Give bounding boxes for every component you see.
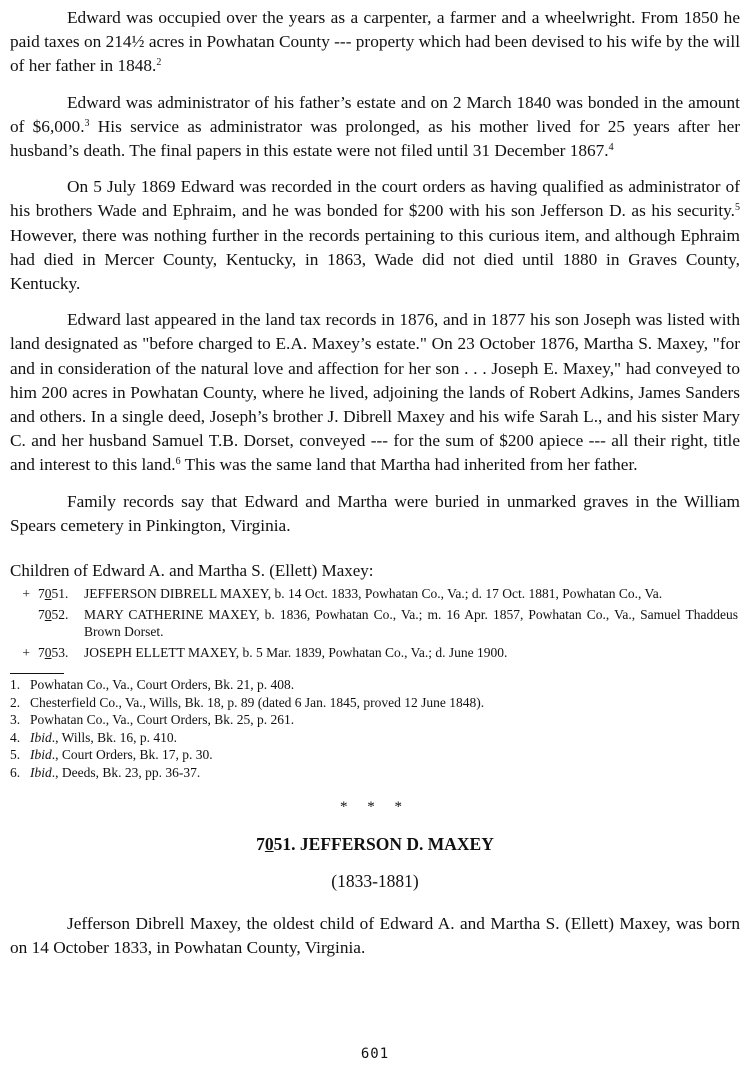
paragraph-burial [10, 490, 740, 538]
child-text: JEFFERSON DIBRELL MAXEY, b. 14 Oct. 1833, Powhatan Co., Va.; d. 17 Oct. 1881, Powhatan Co., Va. [84, 586, 663, 602]
paragraph-text: Edward was administrator of his father’s estate and on 2 March 1840 was bonded in the amount of $6,000. [10, 92, 740, 136]
paragraph-land-tax [10, 308, 740, 477]
paragraph-birth: Jefferson Dibrell Maxey, the oldest child of Edward A. and Martha S. (Ellett) Maxey, was born on 14 October 1833, in Powhatan County, Virginia. [10, 914, 740, 958]
descendant-marker: + [22, 586, 30, 602]
paragraph-text: Edward was occupied over the years as a carpenter, a farmer and a wheelwright. From 1850 he paid taxes on 214½ acres in Powhatan County --- property which had been devised to his wife by the will of her father in 1848. [10, 8, 740, 76]
children-heading: Children of Edward A. and Martha S. (Ellett) Maxey: [10, 561, 374, 581]
footnote: 2. Chesterfield Co., Va., Wills, Bk. 18, p. 89 (dated 6 Jan. 1845, proved 12 June 1848). [10, 694, 485, 710]
section-separator: * * * [340, 799, 410, 816]
footnote-ref[interactable]: 6 [175, 456, 181, 468]
child-number: 7053. [38, 645, 69, 661]
paragraph-text: On 5 July 1869 Edward was recorded in the court orders as having qualified as administrator of his brothers Wade and Ephraim, and he was bonded for $200 with his son Jefferson D. as his security. [10, 177, 740, 221]
footnotes [10, 676, 740, 781]
child-entry [10, 606, 740, 640]
footnote-ref[interactable]: 3 [84, 117, 90, 129]
paragraph-text: Family records say that Edward and Martha were buried in unmarked graves in the William Spears cemetery in Pinkington, Virginia. [10, 491, 740, 535]
child-entry [10, 585, 740, 602]
paragraph-text: This was the same land that Martha had inherited from her father. [180, 455, 638, 475]
section-dates: (1833-1881) [331, 871, 419, 892]
footnote-ref[interactable]: 4 [608, 142, 614, 154]
child-number: 7051. [38, 586, 69, 602]
footnote-divider [10, 673, 64, 674]
paragraph-occupation [10, 6, 740, 79]
footnote: 5. Ibid., Court Orders, Bk. 17, p. 30. [10, 747, 213, 763]
child-text: MARY CATHERINE MAXEY, b. 1836, Powhatan Co., Va.; m. 16 Apr. 1857, Powhatan Co., Va., Samuel Thaddeus Brown Dorset. [84, 607, 738, 640]
document-page [10, 6, 740, 972]
footnote: 3. Powhatan Co., Va., Court Orders, Bk. 25, p. 261. [10, 712, 295, 728]
footnote-ref[interactable]: 2 [156, 57, 162, 69]
footnote-ref[interactable]: 5 [735, 202, 740, 214]
child-text: JOSEPH ELLETT MAXEY, b. 5 Mar. 1839, Powhatan Co., Va.; d. June 1900. [84, 645, 508, 661]
paragraph-court-orders [10, 175, 740, 296]
paragraph-text: Edward last appeared in the land tax records in 1876, and in 1877 his son Joseph was listed with land designated as "before charged to E.A. Maxey’s estate." On 23 October 1876, Martha S. Maxey, "for and in consideration of the natural love and affection for her son . . . Joseph E. Maxey," had conveyed to him 200 acres in Powhatan County, where he lived, adjoining the lands of Robert Adkins, James Sanders and others. In a single deed, Joseph’s brother J. Dibrell Maxey and his wife Sarah L., and his sister Mary C. and her husband Samuel T.B. Dorset, conveyed --- for the sum of $200 apiece --- all their right, title and interest to this land. [10, 310, 740, 475]
paragraph-text: His service as administrator was prolonged, as his mother lived for 25 years after her husband’s death. The final papers in this estate were not filed until 31 December 1867. [10, 116, 740, 161]
footnote: 1. Powhatan Co., Va., Court Orders, Bk. 21, p. 408. [10, 677, 295, 693]
descendant-marker: + [22, 645, 30, 661]
paragraph-administrator [10, 91, 740, 164]
section-title: 7051. JEFFERSON D. MAXEY [256, 834, 494, 855]
descendant-marker [10, 606, 32, 640]
child-number: 7052. [38, 607, 69, 623]
child-entry [10, 644, 740, 661]
footnote: 4. Ibid., Wills, Bk. 16, p. 410. [10, 729, 177, 745]
paragraph-text: However, there was nothing further in the records pertaining to this curious item, and although Ephraim had died in Mercer County, Kentucky, in 1863, Wade did not died until 1880 in Graves County, Kentucky. [10, 225, 740, 294]
page-number: 601 [360, 1046, 390, 1062]
footnote: 6. Ibid., Deeds, Bk. 23, pp. 36-37. [10, 764, 201, 780]
